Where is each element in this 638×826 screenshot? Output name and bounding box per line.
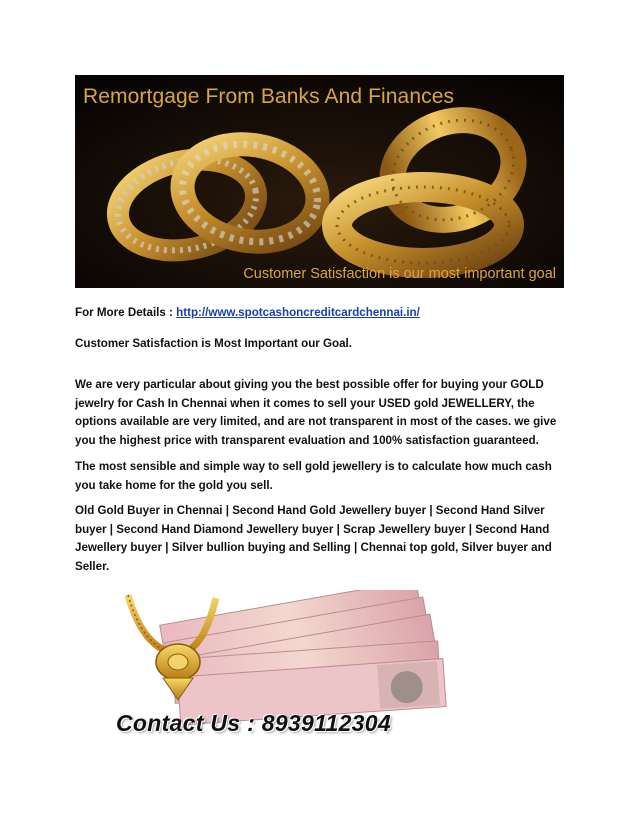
paragraph-offer: We are very particular about giving you the best possible offer for buying your GOLD jewelry for Cash In Chennai when it comes to sell your USED gold JEWELLERY, the options available are very limited, and are not transparent in most of the cases. we give you the highest price with transparent evaluation and 100% satisfaction guaranteed.	[75, 378, 557, 447]
details-label: For More Details :	[75, 306, 177, 319]
paragraph-sensible-way: The most sensible and simple way to sell gold jewellery is to calculate how much cash you take home for the gold you sell.	[75, 460, 552, 492]
banner-image	[75, 75, 564, 288]
goal-text: Customer Satisfaction is Most Important our Goal.	[75, 337, 352, 350]
website-link[interactable]: http://www.spotcashoncreditcardchennai.in/	[176, 306, 420, 319]
details-line	[75, 304, 565, 323]
banner-title: Remortgage From Banks And Finances	[83, 85, 455, 108]
contact-phone: Contact Us : 8939112304	[116, 710, 391, 736]
paragraph-services: Old Gold Buyer in Chennai | Second Hand Gold Jewellery buyer | Second Hand Silver buyer | Second Hand Diamond Jewellery buyer | Scrap Jewellery buyer | Second Hand Jewellery buyer | Silver bullion buying and Selling | Chennai top gold, Silver buyer and Seller.	[75, 504, 552, 573]
banner-tagline: Customer Satisfaction is our most important goal	[243, 266, 556, 282]
